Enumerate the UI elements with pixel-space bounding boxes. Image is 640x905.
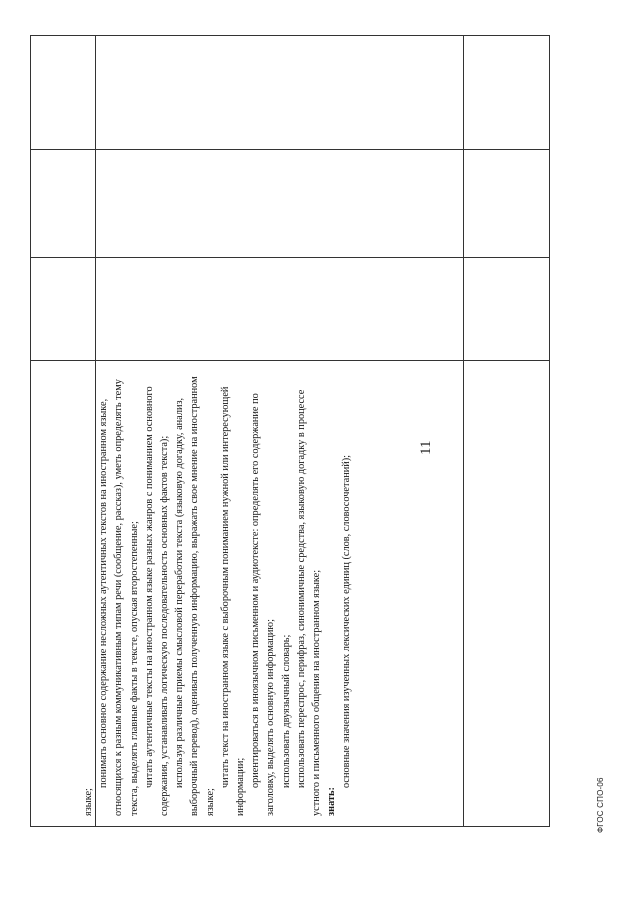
content-paragraph: читать аутентичные тексты на иностранном языке разных жанров с пониманием основного содержания, устанавливать логическую последовательность основных фактов текста);: [143, 386, 171, 816]
content-cell: [81, 366, 447, 816]
content-paragraph: использовать двуязычный словарь;: [280, 634, 292, 788]
content-paragraph: понимать основное содержание несложных аутентичных текстов на иностранном языке, относящихся к разным коммуникативным типам речи (сообщение, рассказ), уметь определять тему текста, выделять главные факты в тексте, опуская второстепенные;: [98, 379, 140, 816]
document-code: ФГОС СПО-06: [596, 777, 605, 833]
table-row-divider: [463, 36, 464, 826]
content-paragraph: основные значения изученных лексических единиц (слов, словосочетаний);: [341, 454, 353, 788]
table-column-divider: [31, 257, 549, 258]
requirements-table: [30, 35, 550, 827]
page-number: 11: [418, 440, 434, 455]
table-column-divider: [31, 149, 549, 150]
content-paragraph: использовать переспрос, перифраз, синонимичные средства, языковую догадку в процессе устного и письменного общения на иностранном языке;: [295, 389, 323, 816]
content-paragraph: используя различные приемы смысловой переработки текста (языковую догадку, анализ, выборочный перевод), оценивать полученную информацию, выражать свое мнение на иностранном языке;: [174, 376, 216, 816]
table-column-divider: [31, 360, 549, 361]
content-paragraph: языке;: [83, 788, 94, 816]
content-paragraph: ориентироваться в иноязычном письменном и аудиотексте: определять его содержание по заголовку, выделять основную информацию;: [250, 393, 277, 816]
content-paragraph: знать:: [326, 787, 338, 816]
content-paragraph: читать текст на иностранном языке с выборочным пониманием нужной или интересующей информации;: [219, 386, 247, 816]
